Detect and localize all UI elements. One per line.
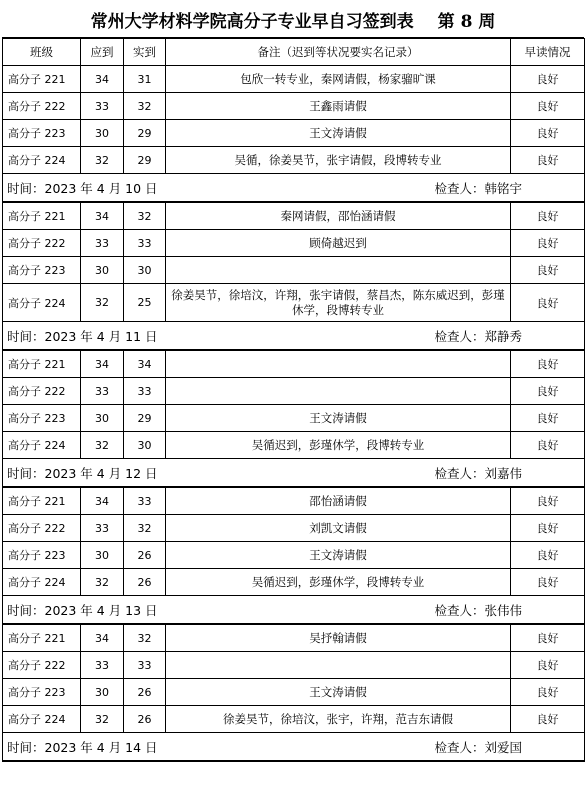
note-cell: 刘凯文请假	[166, 515, 511, 542]
time-label: 时间：	[7, 602, 45, 618]
reading-cell: 良好	[511, 66, 585, 93]
due-cell: 30	[81, 679, 124, 706]
reading-cell: 良好	[511, 405, 585, 432]
class-cell: 高分子 223	[3, 120, 81, 147]
sheet-title-bar	[2, 2, 584, 38]
checker-label: 检查人：	[434, 602, 485, 618]
due-cell: 33	[81, 652, 124, 679]
day-footer	[3, 596, 585, 625]
actual-cell: 32	[124, 202, 166, 230]
table-row	[3, 202, 585, 230]
table-row	[3, 378, 585, 405]
actual-cell: 26	[124, 569, 166, 596]
class-cell: 高分子 223	[3, 405, 81, 432]
class-cell: 高分子 224	[3, 569, 81, 596]
table-row	[3, 679, 585, 706]
header-due: 应到	[81, 39, 124, 66]
header-reading: 早读情况	[511, 39, 585, 66]
class-cell: 高分子 223	[3, 257, 81, 284]
note-cell: 王文涛请假	[166, 120, 511, 147]
day-footer-row	[3, 596, 585, 625]
actual-cell: 32	[124, 515, 166, 542]
table-row	[3, 257, 585, 284]
date-value: 2023 年 4 月 13 日	[44, 602, 158, 618]
note-cell: 顾倚越迟到	[166, 230, 511, 257]
class-cell: 高分子 221	[3, 350, 81, 378]
class-cell: 高分子 224	[3, 284, 81, 322]
day-footer	[3, 459, 585, 488]
table-row	[3, 230, 585, 257]
due-cell: 34	[81, 487, 124, 515]
due-cell: 33	[81, 93, 124, 120]
class-cell: 高分子 221	[3, 66, 81, 93]
actual-cell: 29	[124, 405, 166, 432]
due-cell: 30	[81, 405, 124, 432]
table-row	[3, 350, 585, 378]
date-group	[7, 464, 158, 482]
reading-cell: 良好	[511, 230, 585, 257]
checker-group	[434, 601, 522, 619]
class-cell: 高分子 221	[3, 202, 81, 230]
reading-cell: 良好	[511, 542, 585, 569]
due-cell: 33	[81, 230, 124, 257]
reading-cell: 良好	[511, 93, 585, 120]
table-body	[3, 66, 585, 762]
table-row	[3, 542, 585, 569]
table-row	[3, 624, 585, 652]
note-cell: 秦网请假，邵怡涵请假	[166, 202, 511, 230]
date-value: 2023 年 4 月 14 日	[44, 739, 158, 755]
time-label: 时间：	[7, 328, 45, 344]
date-group	[7, 601, 158, 619]
checker-name: 韩铭宇	[484, 180, 522, 196]
note-cell: 王鑫雨请假	[166, 93, 511, 120]
due-cell: 34	[81, 350, 124, 378]
table-row	[3, 93, 585, 120]
header-row	[3, 39, 585, 66]
due-cell: 30	[81, 257, 124, 284]
header-actual: 实到	[124, 39, 166, 66]
actual-cell: 32	[124, 93, 166, 120]
due-cell: 33	[81, 515, 124, 542]
sheet-title: 常州大学材料学院高分子专业早自习签到表	[90, 12, 414, 32]
note-cell: 吴循迟到，彭瑾休学，段博转专业	[166, 432, 511, 459]
day-footer-content	[3, 738, 584, 756]
due-cell: 34	[81, 202, 124, 230]
time-label: 时间：	[7, 180, 45, 196]
checker-label: 检查人：	[434, 465, 485, 481]
day-footer-content	[3, 327, 584, 345]
checker-group	[434, 327, 522, 345]
note-cell: 邵怡涵请假	[166, 487, 511, 515]
date-group	[7, 179, 158, 197]
reading-cell: 良好	[511, 432, 585, 459]
day-footer-row	[3, 174, 585, 203]
actual-cell: 30	[124, 432, 166, 459]
actual-cell: 25	[124, 284, 166, 322]
date-value: 2023 年 4 月 11 日	[44, 328, 158, 344]
day-footer	[3, 174, 585, 203]
header-class: 班级	[3, 39, 81, 66]
table-row	[3, 706, 585, 733]
reading-cell: 良好	[511, 679, 585, 706]
note-cell	[166, 350, 511, 378]
reading-cell: 良好	[511, 569, 585, 596]
actual-cell: 26	[124, 706, 166, 733]
class-cell: 高分子 222	[3, 93, 81, 120]
due-cell: 32	[81, 432, 124, 459]
date-group	[7, 738, 158, 756]
time-label: 时间：	[7, 739, 45, 755]
actual-cell: 26	[124, 679, 166, 706]
reading-cell: 良好	[511, 202, 585, 230]
class-cell: 高分子 222	[3, 230, 81, 257]
date-value: 2023 年 4 月 10 日	[44, 180, 158, 196]
class-cell: 高分子 221	[3, 487, 81, 515]
checker-label: 检查人：	[434, 739, 485, 755]
due-cell: 32	[81, 284, 124, 322]
time-label: 时间：	[7, 465, 45, 481]
actual-cell: 30	[124, 257, 166, 284]
class-cell: 高分子 224	[3, 147, 81, 174]
class-cell: 高分子 223	[3, 679, 81, 706]
note-cell	[166, 378, 511, 405]
reading-cell: 良好	[511, 652, 585, 679]
note-cell: 王文涛请假	[166, 405, 511, 432]
checker-label: 检查人：	[434, 180, 485, 196]
table-row	[3, 120, 585, 147]
class-cell: 高分子 224	[3, 706, 81, 733]
table-row	[3, 66, 585, 93]
checker-group	[434, 738, 522, 756]
due-cell: 32	[81, 706, 124, 733]
note-cell: 吴循，徐姜昊节，张宇请假，段博转专业	[166, 147, 511, 174]
table-row	[3, 284, 585, 322]
due-cell: 32	[81, 569, 124, 596]
actual-cell: 33	[124, 487, 166, 515]
reading-cell: 良好	[511, 147, 585, 174]
table-row	[3, 569, 585, 596]
checker-group	[434, 464, 522, 482]
note-cell: 王文涛请假	[166, 542, 511, 569]
reading-cell: 良好	[511, 120, 585, 147]
checker-name: 刘爱国	[484, 739, 522, 755]
due-cell: 32	[81, 147, 124, 174]
table-row	[3, 652, 585, 679]
class-cell: 高分子 221	[3, 624, 81, 652]
note-cell	[166, 652, 511, 679]
note-cell: 吴循迟到，彭瑾休学，段博转专业	[166, 569, 511, 596]
day-footer-row	[3, 733, 585, 762]
actual-cell: 33	[124, 230, 166, 257]
actual-cell: 33	[124, 378, 166, 405]
reading-cell: 良好	[511, 624, 585, 652]
day-footer-content	[3, 179, 584, 197]
actual-cell: 31	[124, 66, 166, 93]
reading-cell: 良好	[511, 378, 585, 405]
header-note: 备注（迟到等状况要实名记录）	[166, 39, 511, 66]
class-cell: 高分子 222	[3, 652, 81, 679]
reading-cell: 良好	[511, 515, 585, 542]
date-group	[7, 327, 158, 345]
day-footer-row	[3, 322, 585, 351]
reading-cell: 良好	[511, 706, 585, 733]
reading-cell: 良好	[511, 257, 585, 284]
actual-cell: 29	[124, 147, 166, 174]
note-cell: 包欣一转专业，秦网请假，杨家骝旷课	[166, 66, 511, 93]
checker-name: 郑静秀	[484, 328, 522, 344]
day-footer-row	[3, 459, 585, 488]
table-row	[3, 515, 585, 542]
table-row	[3, 432, 585, 459]
class-cell: 高分子 223	[3, 542, 81, 569]
day-footer	[3, 322, 585, 351]
note-cell: 王文涛请假	[166, 679, 511, 706]
actual-cell: 33	[124, 652, 166, 679]
due-cell: 34	[81, 624, 124, 652]
due-cell: 30	[81, 120, 124, 147]
checker-label: 检查人：	[434, 328, 485, 344]
reading-cell: 良好	[511, 284, 585, 322]
due-cell: 33	[81, 378, 124, 405]
week-label: 第 8 周	[437, 12, 496, 32]
checker-name: 张伟伟	[484, 602, 522, 618]
actual-cell: 29	[124, 120, 166, 147]
table-row	[3, 147, 585, 174]
attendance-table	[2, 38, 585, 762]
note-cell: 徐姜昊节，徐培汶，许翔，张宇请假，蔡昌杰，陈东威迟到，彭瑾休学，段博转专业	[166, 284, 511, 322]
due-cell: 30	[81, 542, 124, 569]
checker-group	[434, 179, 522, 197]
table-row	[3, 487, 585, 515]
actual-cell: 34	[124, 350, 166, 378]
note-cell	[166, 257, 511, 284]
reading-cell: 良好	[511, 487, 585, 515]
note-cell: 徐姜昊节，徐培汶，张宇，许翔，范吉东请假	[166, 706, 511, 733]
note-cell: 吴抒翰请假	[166, 624, 511, 652]
day-footer	[3, 733, 585, 762]
due-cell: 34	[81, 66, 124, 93]
actual-cell: 32	[124, 624, 166, 652]
table-row	[3, 405, 585, 432]
class-cell: 高分子 222	[3, 515, 81, 542]
class-cell: 高分子 222	[3, 378, 81, 405]
actual-cell: 26	[124, 542, 166, 569]
day-footer-content	[3, 464, 584, 482]
day-footer-content	[3, 601, 584, 619]
date-value: 2023 年 4 月 12 日	[44, 465, 158, 481]
reading-cell: 良好	[511, 350, 585, 378]
checker-name: 刘嘉伟	[484, 465, 522, 481]
class-cell: 高分子 224	[3, 432, 81, 459]
